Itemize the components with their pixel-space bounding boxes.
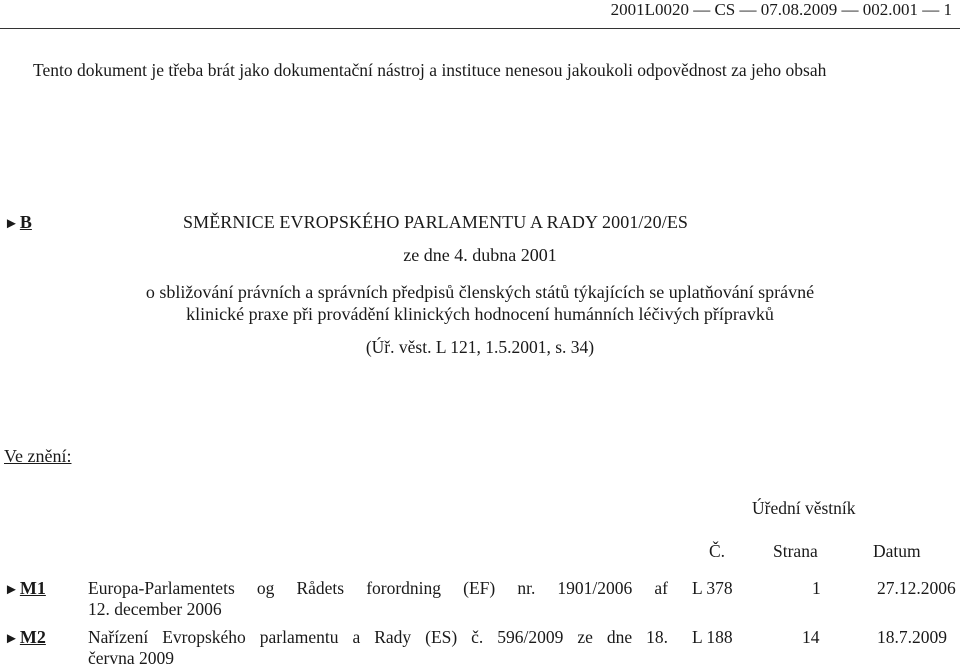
amendment-date-m1: 27.12.2006 — [877, 578, 956, 598]
amendment-title-line-2: 12. december 2006 — [88, 599, 222, 619]
disclaimer: Tento dokument je třeba brát jako dokumentační nástroj a instituce nenesou jakoukoli odpovědnost za jeho obsah — [33, 60, 827, 80]
basic-act-marker[interactable] — [4, 212, 32, 233]
amendment-date-m2: 18.7.2009 — [877, 627, 947, 647]
amendment-title-line-1: Europa-Parlamentets og Rådets forordning (EF) nr. 1901/2006 af — [88, 578, 668, 598]
amendment-title-line-2: června 2009 — [88, 648, 175, 668]
amendment-title-line-1: Nařízení Evropského parlamentu a Rady (ES) č. 596/2009 ze dne 18. — [88, 627, 668, 647]
amendment-marker-m1[interactable] — [4, 578, 46, 599]
triangle-right-icon: ► — [4, 631, 19, 647]
triangle-right-icon: ► — [4, 216, 19, 232]
directive-subject-line-2: klinické praxe při provádění klinických hodnocení humánních léčivých přípravků — [186, 304, 774, 324]
directive-subject-line-1: o sbližování právních a správních předpisů členských států týkajících se uplatňování správné — [145, 282, 815, 302]
column-date-header: Datum — [873, 541, 921, 561]
amendment-number-m1: L 378 — [692, 578, 733, 598]
amendment-marker-code[interactable]: M2 — [19, 627, 46, 647]
amendment-page-m2: 14 — [802, 627, 820, 647]
triangle-right-icon: ► — [4, 582, 19, 598]
header-rule — [0, 28, 960, 29]
amendment-title-m1 — [88, 578, 668, 620]
amendment-marker-m2[interactable] — [4, 627, 46, 648]
amendment-number-m2: L 188 — [692, 627, 733, 647]
column-number-header: Č. — [709, 541, 726, 561]
amendment-title-m2 — [88, 627, 668, 669]
amended-by-label: Ve znění: — [4, 446, 72, 466]
oj-heading: Úřední věstník — [752, 498, 856, 518]
amendment-marker-code[interactable]: M1 — [19, 578, 46, 598]
basic-act-marker-code[interactable]: B — [19, 212, 32, 232]
running-header: 2001L0020 — CS — 07.08.2009 — 002.001 — 1 — [610, 0, 952, 19]
column-page-header: Strana — [773, 541, 818, 561]
amendment-page-m1: 1 — [812, 578, 821, 598]
official-journal-reference: (Úř. věst. L 121, 1.5.2001, s. 34) — [365, 337, 595, 357]
directive-title: SMĚRNICE EVROPSKÉHO PARLAMENTU A RADY 2001/20/ES — [183, 212, 689, 232]
directive-subject — [0, 281, 960, 325]
directive-date: ze dne 4. dubna 2001 — [403, 245, 557, 265]
